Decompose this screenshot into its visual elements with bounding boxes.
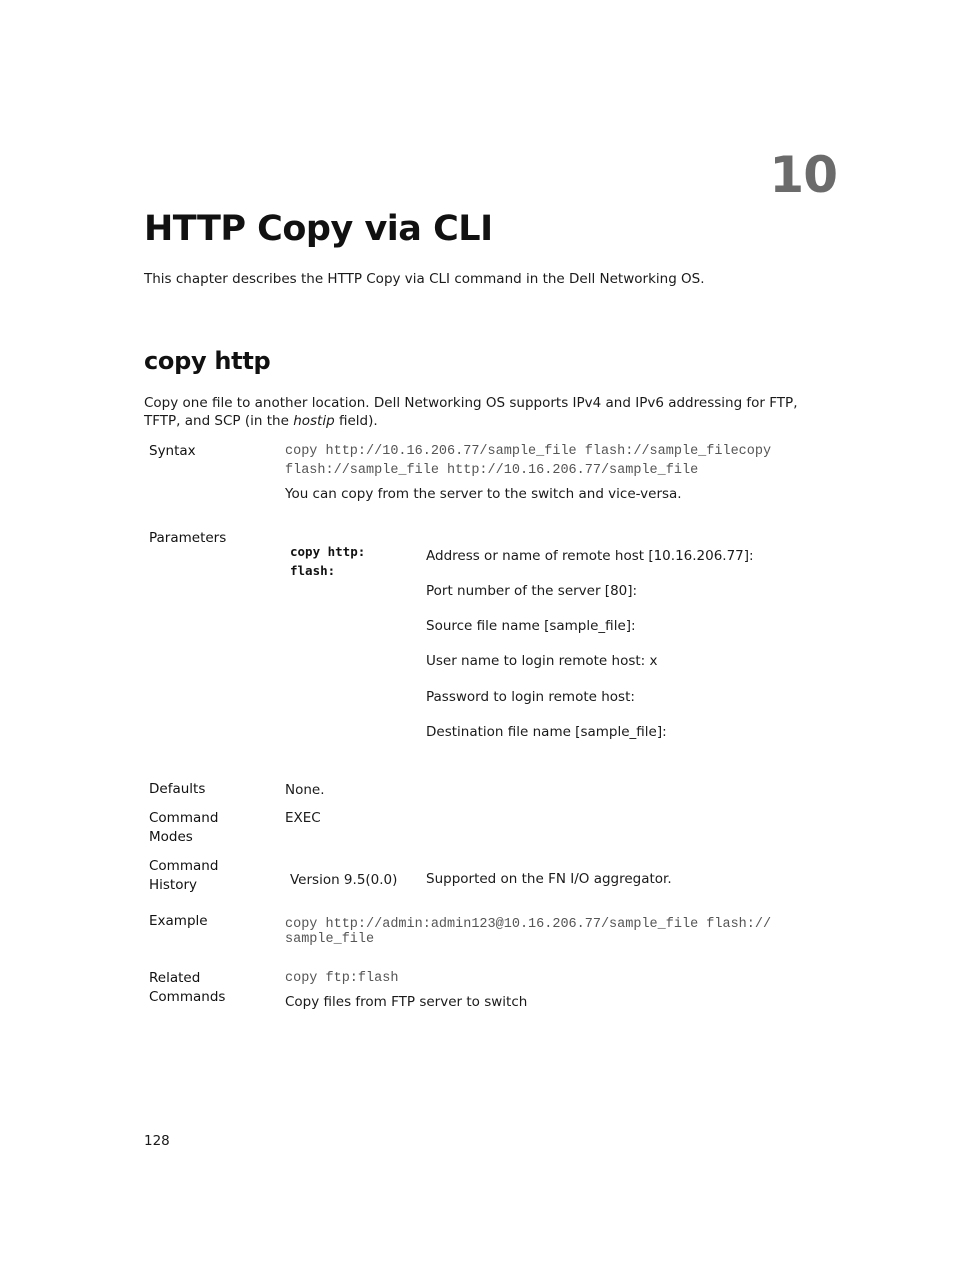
syntax-code-line-1: copy http://10.16.206.77/sample_file flash://sample_filecopy [285,444,772,459]
history-description: Supported on the FN I/O aggregator. [426,871,672,887]
example-code-line-2: sample_file [285,932,375,947]
chapter-number: 10 [769,146,837,204]
related-commands-label-line-2: Commands [149,989,226,1005]
parameters-label: Parameters [149,530,227,546]
defaults-label: Defaults [149,781,206,797]
command-modes-label [149,809,269,847]
parameter-prompt: Password to login remote host: [426,689,635,705]
example-code-line-1: copy http://admin:admin123@10.16.206.77/sample_file flash:// [285,917,772,932]
related-command-description: Copy files from FTP server to switch [285,994,528,1010]
parameter-prompt: User name to login remote host: x [426,653,658,669]
description-text-end: field). [334,413,378,429]
command-modes-value: EXEC [285,810,321,826]
parameter-prompt: Port number of the server [80]: [426,583,638,599]
defaults-value: None. [285,782,325,798]
parameter-name-line-1: copy http: [290,544,366,559]
command-history-label-line-2: History [149,877,198,893]
chapter-intro: This chapter describes the HTTP Copy via CLI command in the Dell Networking OS. [144,271,705,287]
command-modes-label-line-1: Command [149,810,219,826]
history-version: Version 9.5(0.0) [290,872,398,888]
parameter-prompt: Source file name [sample_file]: [426,618,636,634]
parameter-prompt: Destination file name [sample_file]: [426,724,667,740]
related-command: copy ftp:flash [285,971,399,986]
syntax-code-line-2: flash://sample_file http://10.16.206.77/sample_file [285,463,699,478]
command-modes-label-line-2: Modes [149,829,193,845]
section-description [144,394,834,430]
section-title: copy http [144,347,271,375]
command-history-label [149,857,269,895]
description-text: Copy one file to another location. Dell Networking OS supports IPv4 and IPv6 addressing for FTP, TFTP, and SCP (in the [144,395,798,429]
parameter-prompt: Address or name of remote host [10.16.206.77]: [426,548,754,564]
related-commands-label [149,969,269,1007]
description-emphasis: hostip [293,413,335,429]
parameter-name-line-2: flash: [290,563,336,578]
page-number: 128 [144,1133,170,1149]
related-commands-label-line-1: Related [149,970,201,986]
chapter-title: HTTP Copy via CLI [144,209,493,249]
syntax-label: Syntax [149,443,196,459]
syntax-note: You can copy from the server to the switch and vice-versa. [285,486,682,502]
example-label: Example [149,913,208,929]
command-history-label-line-1: Command [149,858,219,874]
